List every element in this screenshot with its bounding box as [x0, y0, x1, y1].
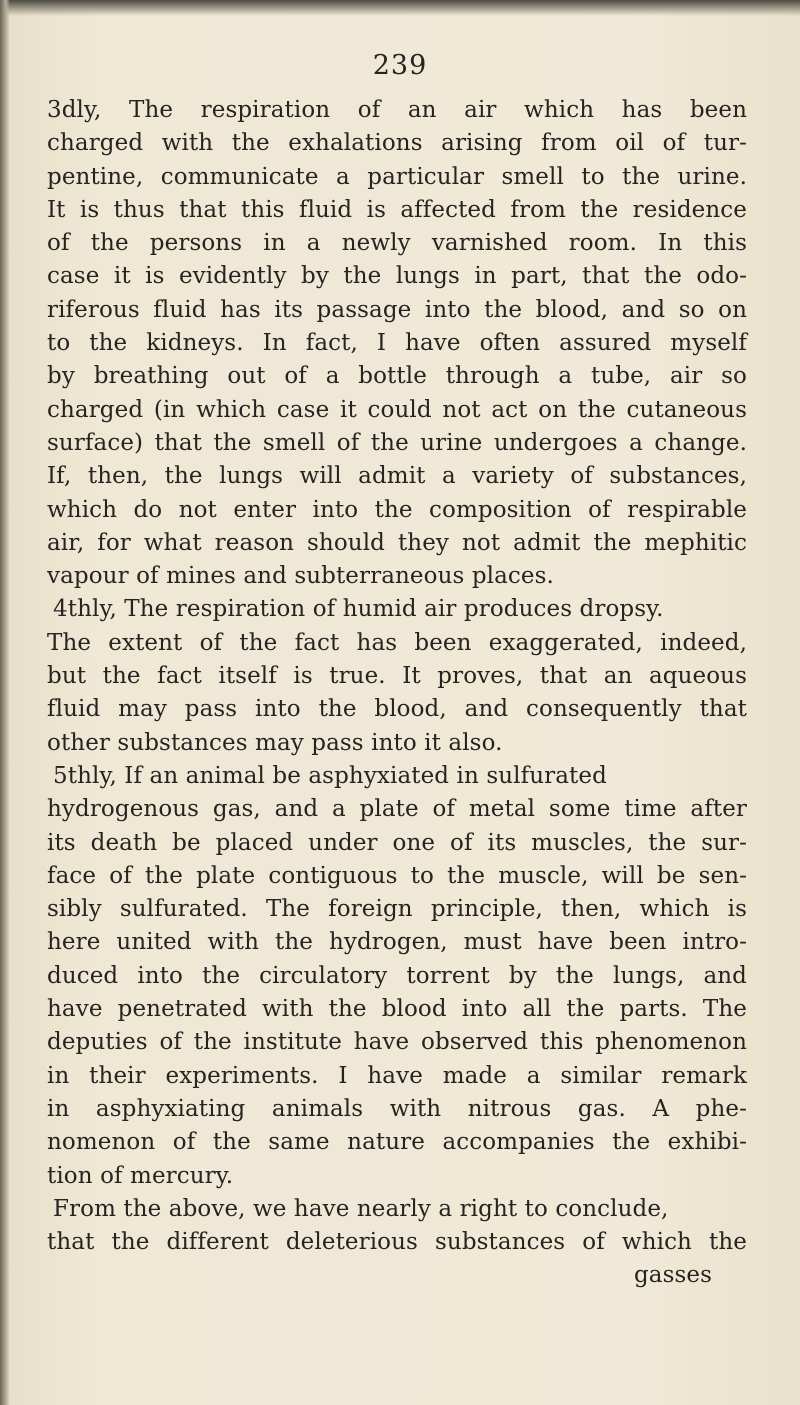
text-line: by breathing out of a bottle through a tube, air so — [47, 363, 747, 390]
text-line: From the above, we have nearly a right to conclude, — [53, 1195, 669, 1222]
text-line: face of the plate contiguous to the muscle, will be sen- — [47, 862, 747, 889]
text-line: gasses — [633, 1262, 712, 1289]
text-line: If, then, the lungs will admit a variety of substances, — [47, 463, 747, 490]
text-line: The extent of the fact has been exaggerated, indeed, — [47, 629, 747, 656]
text-line: fluid may pass into the blood, and consequently that — [47, 696, 747, 723]
text-line: riferous fluid has its passage into the blood, and so on — [47, 296, 747, 323]
text-line: 3dly, The respiration of an air which has been — [47, 97, 747, 123]
text-line: that the different deleterious substances of which the — [47, 1229, 747, 1256]
text-line: but the fact itself is true. It proves, that an aqueous — [47, 663, 747, 690]
page-number: 239 — [372, 50, 428, 81]
text-line: It is thus that this fluid is affected from the residence — [47, 196, 747, 223]
text-line: have penetrated with the blood into all the parts. The — [47, 996, 747, 1023]
text-line: 5thly, If an animal be asphyxiated in sulfurated — [53, 762, 607, 789]
text-line: in asphyxiating animals with nitrous gas. A phe- — [47, 1095, 747, 1122]
text-line: charged (in which case it could not act on the cutaneous — [47, 396, 747, 423]
text-line: deputies of the institute have observed this phenomenon — [47, 1029, 747, 1056]
page-top-shadow — [0, 0, 800, 16]
text-line: nomenon of the same nature accompanies the exhibi- — [47, 1129, 747, 1156]
text-line: charged with the exhalations arising from oil of tur- — [47, 130, 747, 157]
text-line: hydrogenous gas, and a plate of metal some time after — [47, 796, 747, 823]
text-line: air, for what reason should they not admit the mephitic — [47, 529, 747, 556]
text-line: pentine, communicate a particular smell to the urine. — [47, 163, 747, 190]
body-text — [47, 94, 747, 1293]
page-binding-shadow — [0, 0, 10, 1405]
text-line: 4thly, The respiration of humid air produces dropsy. — [53, 596, 664, 623]
text-line: other substances may pass into it also. — [47, 729, 503, 756]
text-line: in their experiments. I have made a similar remark — [47, 1062, 747, 1089]
text-line: sibly sulfurated. The foreign principle, then, which is — [47, 896, 747, 923]
text-line: of the persons in a newly varnished room. In this — [47, 230, 747, 257]
text-line: surface) that the smell of the urine undergoes a change. — [47, 429, 747, 456]
text-line: which do not enter into the composition of respirable — [47, 496, 747, 523]
text-line: case it is evidently by the lungs in part, that the odo- — [47, 263, 747, 290]
text-line: its death be placed under one of its muscles, the sur- — [47, 829, 747, 856]
text-line: tion of mercury. — [47, 1162, 234, 1189]
text-line: duced into the circulatory torrent by the lungs, and — [47, 962, 747, 989]
text-line: to the kidneys. In fact, I have often assured myself — [47, 330, 747, 357]
text-line: vapour of mines and subterraneous places. — [47, 563, 554, 590]
text-line: here united with the hydrogen, must have been intro- — [47, 929, 747, 956]
